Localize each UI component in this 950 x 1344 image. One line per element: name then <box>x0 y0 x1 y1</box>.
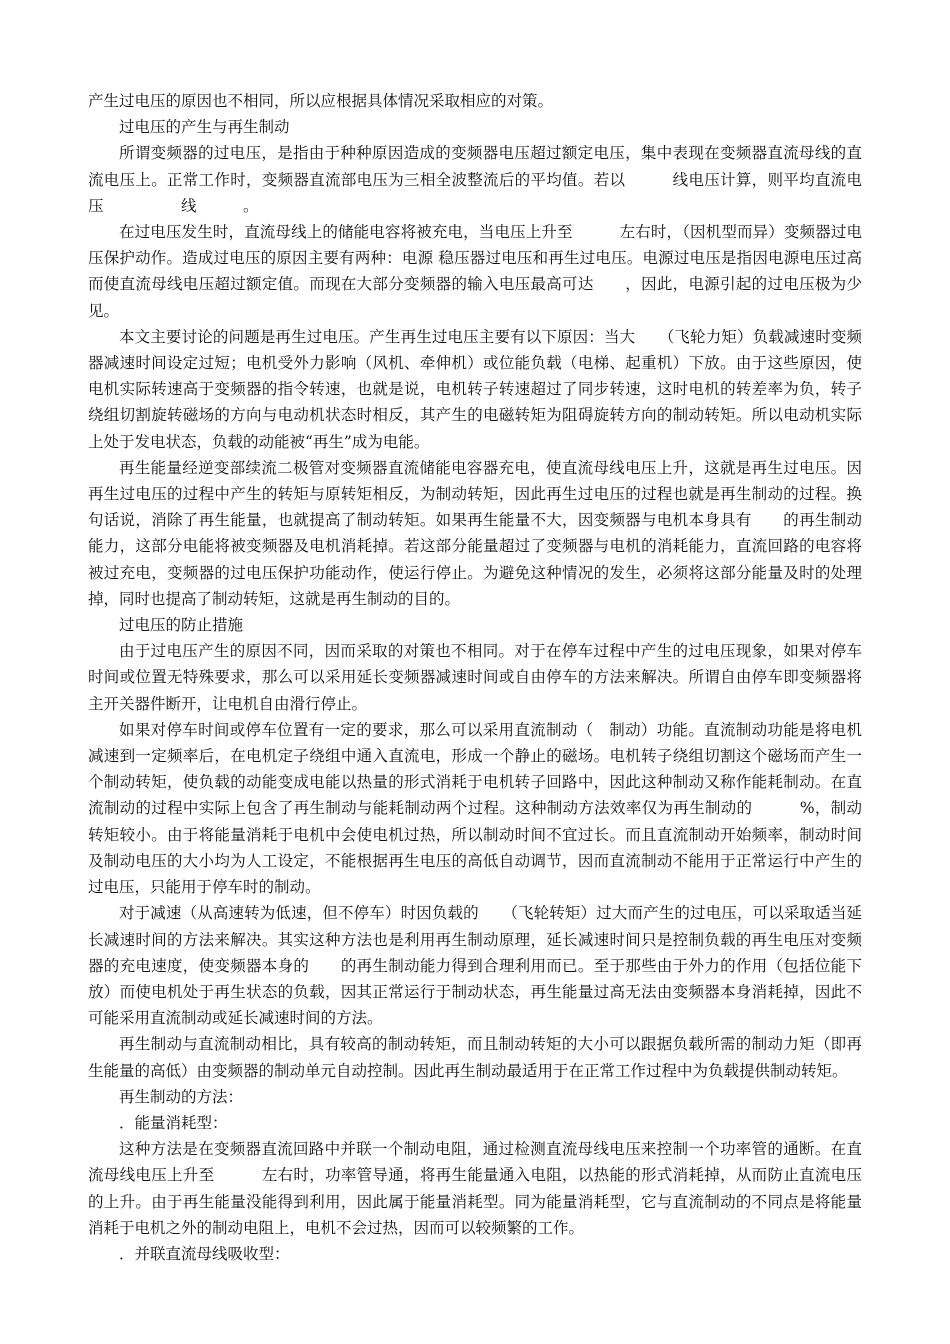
paragraph-regen-vs-dc: 再生制动与直流制动相比，具有较高的制动转矩，而且制动转矩的大小可以跟据负载所需的制动力矩（即再生能量的高低）由变频器的制动单元自动控制。因此再生制动最适用于在正常工作过程中为负载提供制动转矩。 <box>88 1035 862 1080</box>
paragraph-free-stop: 由于过电压产生的原因不同，因而采取的对策也不相同。对于在停车过程中产生的过电压现象，如果对停车时间或位置无特殊要求，那么可以采用延长变频器减速时间或自由停车的方法来解决。所谓自由停车即变频器将主开关器件断开，让电机自由滑行停止。 <box>88 642 862 713</box>
paragraph-regenerative-overvoltage: 本文主要讨论的问题是再生过电压。产生再生过电压主要有以下原因：当大 （飞轮力矩）负载减速时变频器减速时间设定过短；电机受外力影响（风机、牵伸机）或位能负载（电梯、起重机）下放。由于这些原因，使电机实际转速高于变频器的指令转速，也就是说，电机转子转速超过了同步转速，这时电机的转差率为负，转子绕组切割旋转磁场的方向与电动机状态时相反，其产生的电磁转矩为阻碍旋转方向的制动转矩。所以电动机实际上处于发电状态，负载的动能被“再生”成为电能。 <box>88 327 862 451</box>
section-heading-regen-methods: 再生制动的方法： <box>119 1087 244 1106</box>
paragraph-dc-braking: 如果对停车时间或停车位置有一定的要求，那么可以采用直流制动（ 制动）功能。直流制动功能是将电机减速到一定频率后，在电机定子绕组中通入直流电，形成一个静止的磁场。电机转子绕组切割这个磁场而产生一个制动转矩，使负载的动能变成电能以热量的形式消耗于电机转子回路中，因此这种制动又称作能耗制动。在直流制动的过程中实际上包含了再生制动与能耗制动两个过程。这种制动方法效率仅为再生制动的 %，制动转矩较小。由于将能量消耗于电机中会使电机过热，所以制动时间不宜过长。而且直流制动开始频率，制动时间及制动电压的大小均为人工设定，不能根据再生电压的高低自动调节，因而直流制动不能用于正常运行中产生的过电压，只能用于停车时的制动。 <box>88 720 862 897</box>
paragraph-regenerative-energy: 再生能量经逆变部续流二极管对变频器直流储能电容器充电，使直流母线电压上升，这就是再生过电压。因再生过电压的过程中产生的转矩与原转矩相反，为制动转矩，因此再生过电压的过程也就是再生制动的过程。换句话说，消除了再生能量，也就提高了制动转矩。如果再生能量不大，因变频器与电机本身具有 的再生制动能力，这部分电能将被变频器及电机消耗掉。若这部分能量超过了变频器与电机的消耗能力，直流回路的电容将被过充电，变频器的过电压保护功能动作，使运行停止。为避免这种情况的发生，必须将这部分能量及时的处理掉，同时也提高了制动转矩，这就是再生制动的目的。 <box>88 458 862 608</box>
subheading-energy-consumption: ．能量消耗型： <box>119 1113 228 1132</box>
section-heading-overvoltage-generation: 过电压的产生与再生制动 <box>119 118 290 137</box>
paragraph-braking-resistor: 这种方法是在变频器直流回路中并联一个制动电阻，通过检测直流母线电压来控制一个功率管的通断。在直流母线电压上升至 左右时，功率管导通，将再生能量通入电阻，以热能的形式消耗掉，从而防止直流电压的上升。由于再生能量没能得到利用，因此属于能量消耗型。同为能量消耗型，它与直流制动的不同点是将能量消耗于电机之外的制动电阻上，电机不会过热，因而可以较频繁的工作。 <box>88 1140 862 1237</box>
subheading-parallel-dc-bus: ．并联直流母线吸收型： <box>119 1244 290 1263</box>
paragraph-intro: 产生过电压的原因也不相同，所以应根据具体情况采取相应的对策。 <box>88 92 554 110</box>
paragraph-overvoltage-causes: 在过电压发生时，直流母线上的储能电容将被充电，当电压上升至 左右时，（因机型而异）变频器过电压保护动作。造成过电压的原因主要有两种：电源 稳压器过电压和再生过电压。电源过电压是指因电源电压过高而使直流母线电压超过额定值。而现在大部分变频器的输入电压最高可达 ，因此，电源引起的过电压极为少见。 <box>88 223 862 320</box>
paragraph-deceleration: 对于减速（从高速转为低速，但不停车）时因负载的 （飞轮转矩）过大而产生的过电压，可以采取适当延长减速时间的方法来解决。其实这种方法也是利用再生制动原理，延长减速时间只是控制负载的再生电压对变频器的充电速度，使变频器本身的 的再生制动能力得到合理利用而已。至于那些由于外力的作用（包括位能下放）而使电机处于再生状态的负载，因其正常运行于制动状态，再生能量过高无法由变频器本身消耗掉，因此不可能采用直流制动或延长减速时间的方法。 <box>88 904 862 1028</box>
document-body <box>88 88 862 1267</box>
paragraph-overvoltage-definition: 所谓变频器的过电压，是指由于种种原因造成的变频器电压超过额定电压，集中表现在变频器直流母线的直流电压上。正常工作时，变频器直流部电压为三相全波整流后的平均值。若以 线电压计算，则平均直流电压 线 。 <box>88 144 862 215</box>
section-heading-prevention: 过电压的防止措施 <box>119 616 244 635</box>
